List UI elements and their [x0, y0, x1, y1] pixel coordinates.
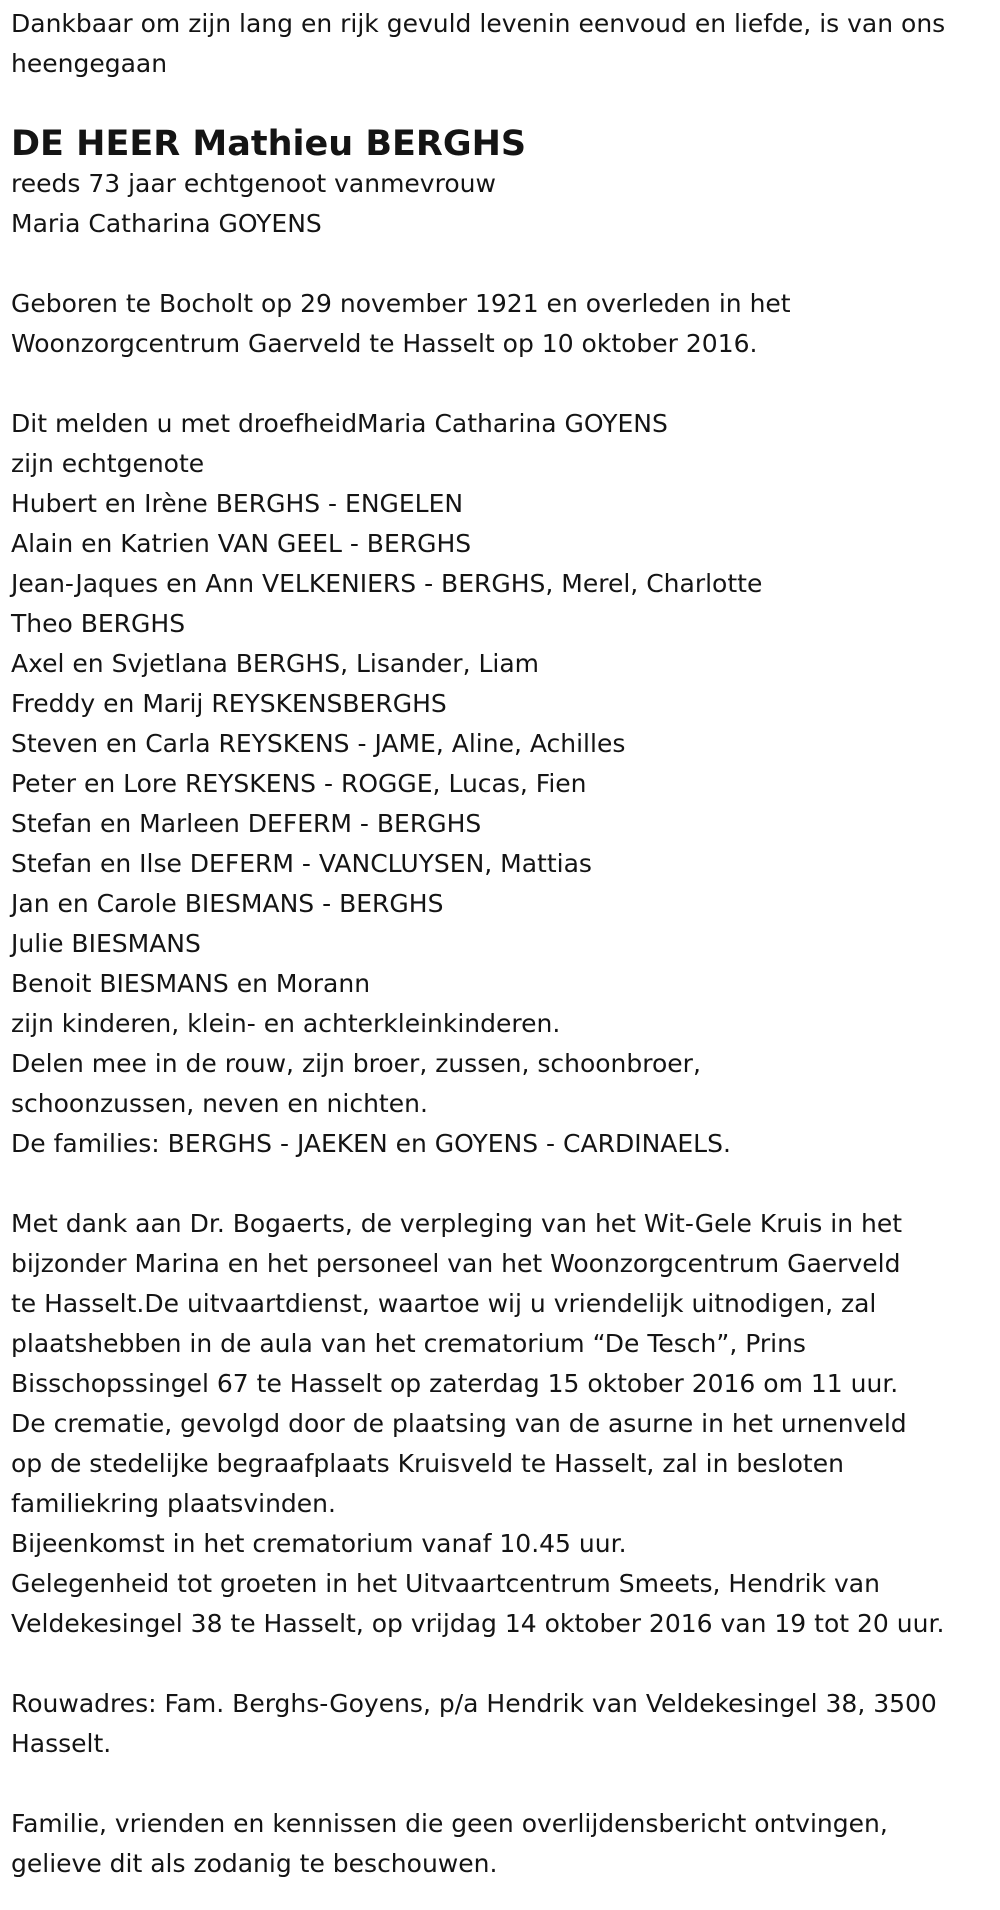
ceremony-line: Bijeenkomst in het crematorium vanaf 10.45 uur. — [11, 1529, 627, 1558]
intro-line: heengegaan — [11, 49, 168, 78]
address-paragraph — [11, 1684, 988, 1764]
family-line: Delen mee in de rouw, zijn broer, zussen, schoonbroer, — [11, 1049, 701, 1078]
birth-death-line: Woonzorgcentrum Gaerveld te Hasselt op 10 oktober 2016. — [11, 329, 758, 358]
family-line: Peter en Lore REYSKENS - ROGGE, Lucas, Fien — [11, 769, 587, 798]
address-line: Rouwadres: Fam. Berghs-Goyens, p/a Hendrik van Veldekesingel 38, 3500 — [11, 1689, 937, 1718]
family-line: Jean-Jaques en Ann VELKENIERS - BERGHS, Merel, Charlotte — [11, 569, 763, 598]
ceremony-line: Met dank aan Dr. Bogaerts, de verpleging van het Wit-Gele Kruis in het — [11, 1209, 903, 1238]
family-line: Theo BERGHS — [11, 609, 186, 638]
closing-line: Familie, vrienden en kennissen die geen overlijdensbericht ontvingen, — [11, 1809, 888, 1838]
family-line: Stefan en Ilse DEFERM - VANCLUYSEN, Mattias — [11, 849, 592, 878]
family-paragraph — [11, 404, 988, 1164]
ceremony-line: plaatshebben in de aula van het crematorium “De Tesch”, Prins — [11, 1329, 806, 1358]
intro-paragraph — [11, 4, 988, 84]
ceremony-line: op de stedelijke begraafplaats Kruisveld te Hasselt, zal in besloten — [11, 1449, 844, 1478]
birth-death-line: Geboren te Bocholt op 29 november 1921 en overleden in het — [11, 289, 791, 318]
ceremony-line: Bisschopssingel 67 te Hasselt op zaterdag 15 oktober 2016 om 11 uur. — [11, 1369, 899, 1398]
closing-paragraph — [11, 1804, 988, 1884]
spouse-info — [11, 164, 988, 244]
ceremony-line: Gelegenheid tot groeten in het Uitvaartcentrum Smeets, Hendrik van — [11, 1569, 880, 1598]
deceased-name: DE HEER Mathieu BERGHS — [11, 124, 527, 164]
family-line: Stefan en Marleen DEFERM - BERGHS — [11, 809, 482, 838]
ceremony-paragraph — [11, 1204, 988, 1644]
ceremony-line: Veldekesingel 38 te Hasselt, op vrijdag 14 oktober 2016 van 19 tot 20 uur. — [11, 1609, 945, 1638]
family-line: Alain en Katrien VAN GEEL - BERGHS — [11, 529, 472, 558]
deceased-block — [11, 124, 988, 244]
family-line: Julie BIESMANS — [11, 929, 201, 958]
spouse-line: Maria Catharina GOYENS — [11, 209, 322, 238]
family-line: Dit melden u met droefheidMaria Catharina GOYENS — [11, 409, 668, 438]
intro-line: Dankbaar om zijn lang en rijk gevuld levenin eenvoud en liefde, is van ons — [11, 9, 946, 38]
birth-death-paragraph — [11, 284, 988, 364]
address-line: Hasselt. — [11, 1729, 112, 1758]
ceremony-line: bijzonder Marina en het personeel van het Woonzorgcentrum Gaerveld — [11, 1249, 901, 1278]
ceremony-line: te Hasselt.De uitvaartdienst, waartoe wij u vriendelijk uitnodigen, zal — [11, 1289, 877, 1318]
family-line: zijn echtgenote — [11, 449, 205, 478]
family-line: schoonzussen, neven en nichten. — [11, 1089, 428, 1118]
spouse-line: reeds 73 jaar echtgenoot vanmevrouw — [11, 169, 496, 198]
family-line: Benoit BIESMANS en Morann — [11, 969, 371, 998]
closing-line: gelieve dit als zodanig te beschouwen. — [11, 1849, 498, 1878]
family-line: De families: BERGHS - JAEKEN en GOYENS - CARDINAELS. — [11, 1129, 731, 1158]
family-line: Freddy en Marij REYSKENSBERGHS — [11, 689, 447, 718]
family-line: Hubert en Irène BERGHS - ENGELEN — [11, 489, 464, 518]
ceremony-line: familiekring plaatsvinden. — [11, 1489, 336, 1518]
ceremony-line: De crematie, gevolgd door de plaatsing van de asurne in het urnenveld — [11, 1409, 907, 1438]
family-line: zijn kinderen, klein- en achterkleinkinderen. — [11, 1009, 561, 1038]
family-line: Steven en Carla REYSKENS - JAME, Aline, Achilles — [11, 729, 626, 758]
family-line: Jan en Carole BIESMANS - BERGHS — [11, 889, 444, 918]
family-line: Axel en Svjetlana BERGHS, Lisander, Liam — [11, 649, 540, 678]
